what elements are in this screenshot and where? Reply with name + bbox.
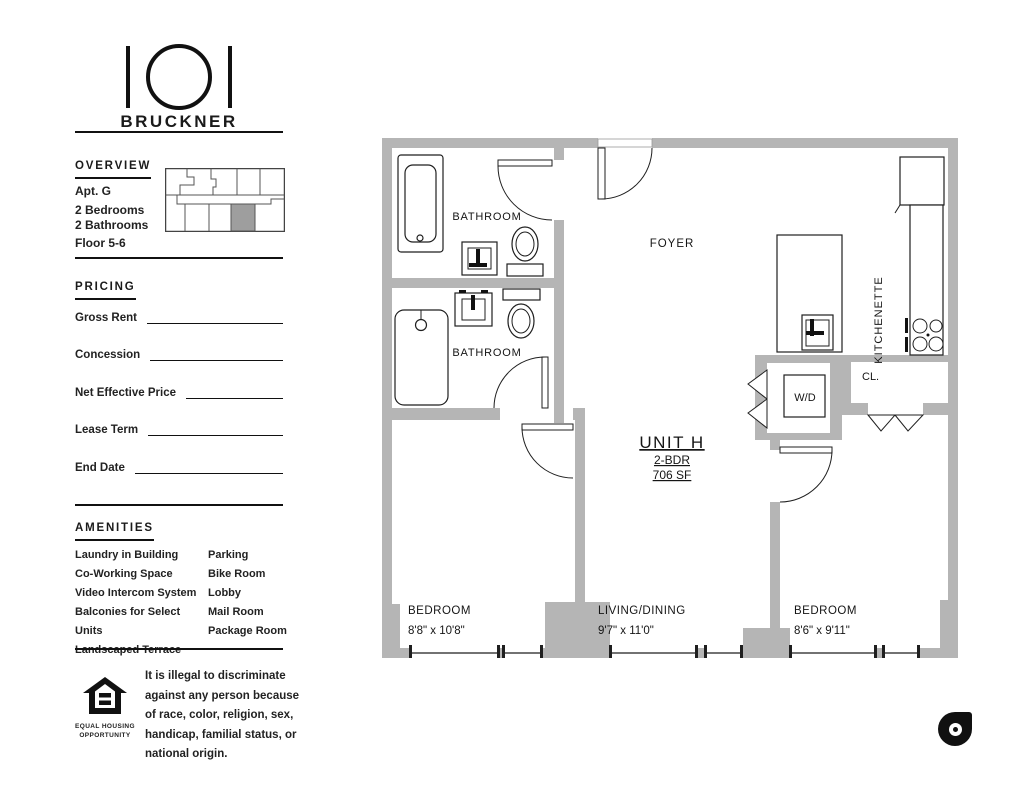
amenities-column-1 xyxy=(75,546,207,660)
bathroom-mid-label: BATHROOM xyxy=(452,347,522,359)
living-dining-dims: 9'7" x 11'0" xyxy=(598,625,654,637)
logo-bar-right xyxy=(228,46,232,108)
amenities-heading: AMENITIES xyxy=(75,518,154,541)
washer-dryer-label: W/D xyxy=(794,392,816,404)
equal-housing-icon xyxy=(82,676,128,718)
pricing-heading: PRICING xyxy=(75,277,136,300)
pricing-row-net-effective-price: Net Effective Price xyxy=(75,385,283,399)
building-logo xyxy=(75,44,283,110)
fill-in-line xyxy=(147,310,283,324)
pricing-row-gross-rent: Gross Rent xyxy=(75,310,283,324)
highlighted-unit xyxy=(231,204,255,231)
bathroom-mid-sink xyxy=(455,290,492,326)
kitchenette-label: KITCHENETTE xyxy=(873,276,885,364)
logo-bar-left xyxy=(126,46,130,108)
bedroom-right-label: BEDROOM xyxy=(794,605,857,617)
overview-heading: OVERVIEW xyxy=(75,156,151,179)
shower xyxy=(395,310,448,405)
divider xyxy=(75,504,283,506)
amenities-column-2 xyxy=(208,546,288,641)
equal-housing-caption: EQUAL HOUSING OPPORTUNITY xyxy=(75,723,135,739)
fill-in-line xyxy=(186,385,283,399)
divider xyxy=(75,648,283,650)
living-dining-label: LIVING/DINING xyxy=(598,605,686,617)
bedroom-left-label: BEDROOM xyxy=(408,605,471,617)
unit-area-label: 706 SF xyxy=(652,468,692,482)
bathroom-top-sink xyxy=(462,242,497,275)
fill-in-line xyxy=(150,347,283,361)
amenity-item: Mail Room xyxy=(208,606,264,618)
amenity-item: Video Intercom System xyxy=(75,587,197,599)
foyer-label: FOYER xyxy=(649,238,695,250)
agency-logo-dot xyxy=(953,727,958,732)
amenity-item: Co-Working Space xyxy=(75,568,173,580)
agency-logo xyxy=(938,712,972,746)
amenity-item: Landscaped Terrace xyxy=(75,644,182,656)
pricing-row-lease-term: Lease Term xyxy=(75,422,283,436)
overview-floor: Floor 5-6 xyxy=(75,236,126,250)
overview-bedrooms: 2 Bedrooms xyxy=(75,203,145,217)
divider xyxy=(75,131,283,133)
floorplan-drawing xyxy=(382,138,958,658)
closet-label: CL. xyxy=(862,371,880,383)
agency-logo-ring xyxy=(949,723,962,736)
amenity-item: Balconies for Select Units xyxy=(75,606,181,637)
fair-housing-disclaimer: It is illegal to discriminate against any person because of race, color, religion, sex, handicap, familial status, or national origin. xyxy=(145,670,300,760)
bedroom-left-dims: 8'8" x 10'8" xyxy=(408,625,465,637)
amenity-item: Package Room xyxy=(208,625,287,637)
logo-circle xyxy=(146,44,212,110)
overview-bathrooms: 2 Bathrooms xyxy=(75,218,149,232)
building-key-plan xyxy=(165,168,285,232)
unit-name-label: UNIT H xyxy=(639,433,705,452)
unit-type-label: 2-BDR xyxy=(653,453,691,467)
pricing-row-concession: Concession xyxy=(75,347,283,361)
bathtub xyxy=(398,155,443,252)
kitchen-island xyxy=(777,235,842,352)
pricing-row-end-date: End Date xyxy=(75,460,283,474)
fill-in-line xyxy=(148,422,283,436)
amenity-item: Laundry in Building xyxy=(75,549,179,561)
amenity-item: Parking xyxy=(208,549,249,561)
bedroom-right-dims: 8'6" x 9'11" xyxy=(794,625,850,637)
bathroom-top-label: BATHROOM xyxy=(452,211,522,223)
brand-name: BRUCKNER xyxy=(120,112,238,131)
overview-apt: Apt. G xyxy=(75,184,111,198)
kitchen-counter xyxy=(910,205,943,355)
fill-in-line xyxy=(135,460,283,474)
amenity-item: Bike Room xyxy=(208,568,266,580)
amenity-item: Lobby xyxy=(208,587,241,599)
divider xyxy=(75,257,283,259)
